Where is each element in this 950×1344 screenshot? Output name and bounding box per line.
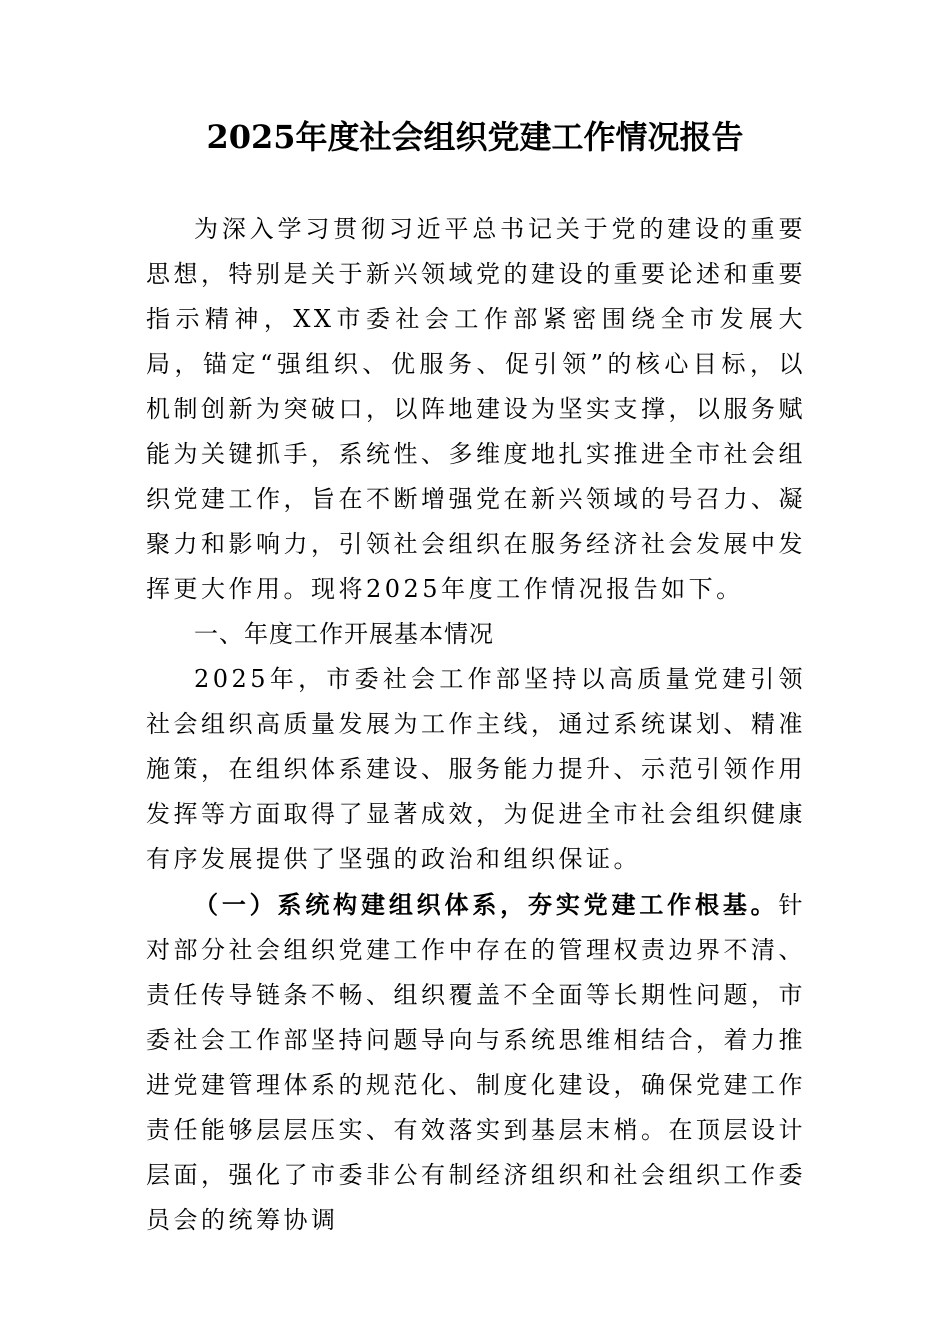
section-1-paragraph: 2025年，市委社会工作部坚持以高质量党建引领社会组织高质量发展为工作主线，通过系统谋划、精准施策，在组织体系建设、服务能力提升、示范引领作用发挥等方面取得了显著成效，为促进全市社会组织健康有序发展提供了坚强的政治和组织保证。	[146, 665, 806, 873]
subsection-heading-1: （一）系统构建组织体系，夯实党建工作根基。	[194, 890, 779, 919]
subsection-1-text: 针对部分社会组织党建工作中存在的管理权责边界不清、责任传导链条不畅、组织覆盖不全面等长期性问题，市委社会工作部坚持问题导向与系统思维相结合，着力推进党建管理体系的规范化、制度化建设，确保党建工作责任能够层层压实、有效落实到基层末梢。在顶层设计层面，强化了市委非公有制经济组织和社会组织工作委员会的统筹协调	[146, 891, 806, 1234]
document-title: 2025年度社会组织党建工作情况报告	[206, 118, 744, 156]
document-body	[146, 207, 806, 1243]
section-heading-1: 一、年度工作开展基本情况	[194, 620, 494, 648]
subsection-1-paragraph	[146, 882, 806, 1243]
intro-paragraph: 为深入学习贯彻习近平总书记关于党的建设的重要思想，特别是关于新兴领域党的建设的重要论述和重要指示精神，XX市委社会工作部紧密围绕全市发展大局，锚定“强组织、优服务、促引领”的核心目标，以机制创新为突破口，以阵地建设为坚实支撑，以服务赋能为关键抓手，系统性、多维度地扎实推进全市社会组织党建工作，旨在不断增强党在新兴领域的号召力、凝聚力和影响力，引领社会组织在服务经济社会发展中发挥更大作用。现将2025年度工作情况报告如下。	[146, 215, 806, 603]
